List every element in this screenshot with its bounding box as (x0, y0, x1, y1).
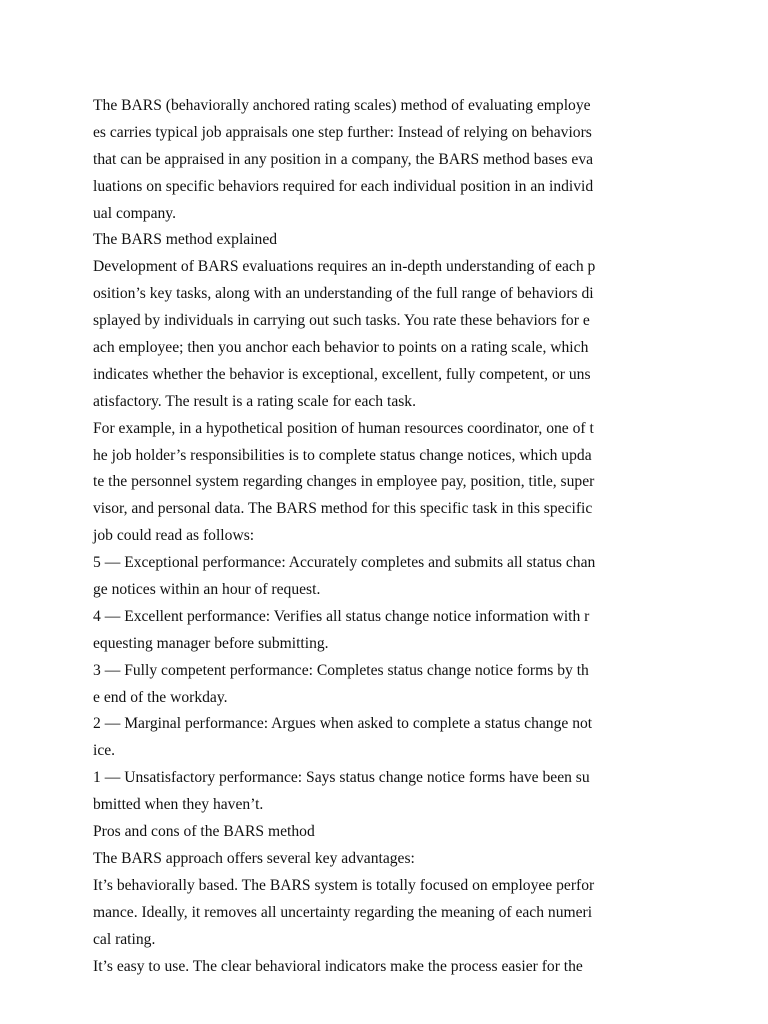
text-line: The BARS (behaviorally anchored rating scales) method of evaluating employe (93, 97, 591, 114)
text-line: bmitted when they haven’t. (93, 796, 264, 814)
text-line: ach employee; then you anchor each behavior to points on a rating scale, which (93, 339, 589, 357)
text-line: splayed by individuals in carrying out such tasks. You rate these behaviors for e (93, 312, 590, 330)
text-line: ice. (93, 742, 116, 760)
rating-item: 2 — Marginal performance: Argues when asked to complete a status change not (93, 715, 593, 733)
rating-item: 5 — Exceptional performance: Accurately completes and submits all status chan (93, 554, 596, 572)
text-line: Development of BARS evaluations requires an in-depth understanding of each p (93, 258, 596, 276)
text-line: cal rating. (93, 930, 156, 948)
text-line: ual company. (93, 204, 176, 222)
section-heading: The BARS method explained (93, 231, 278, 249)
text-line: job could read as follows: (93, 527, 255, 545)
text-line: luations on specific behaviors required for each individual position in an individ (93, 177, 594, 195)
text-line: e end of the workday. (93, 688, 228, 706)
text-line: atisfactory. The result is a rating scale for each task. (93, 392, 417, 410)
rating-item: 3 — Fully competent performance: Completes status change notice forms by th (93, 661, 589, 679)
text-line: mance. Ideally, it removes all uncertainty regarding the meaning of each numeri (93, 903, 593, 921)
text-line: For example, in a hypothetical position of human resources coordinator, one of t (93, 419, 594, 437)
document-body (93, 93, 683, 980)
text-line: osition’s key tasks, along with an understanding of the full range of behaviors di (93, 285, 594, 303)
text-line: es carries typical job appraisals one step further: Instead of relying on behaviors (93, 123, 592, 141)
rating-item: 4 — Excellent performance: Verifies all status change notice information with r (93, 607, 590, 625)
text-line: It’s easy to use. The clear behavioral indicators make the process easier for the (93, 957, 583, 975)
text-line: indicates whether the behavior is exceptional, excellent, fully competent, or uns (93, 365, 591, 383)
rating-item: 1 — Unsatisfactory performance: Says status change notice forms have been su (93, 769, 590, 787)
text-line: visor, and personal data. The BARS method for this specific task in this specific (93, 500, 593, 518)
text-line: The BARS approach offers several key advantages: (93, 849, 415, 867)
text-line: that can be appraised in any position in a company, the BARS method bases eva (93, 150, 594, 168)
text-line: It’s behaviorally based. The BARS system is totally focused on employee perfor (93, 876, 595, 894)
text-line: equesting manager before submitting. (93, 634, 329, 652)
section-heading: Pros and cons of the BARS method (93, 823, 315, 841)
text-line: he job holder’s responsibilities is to complete status change notices, which upda (93, 446, 592, 464)
text-line: te the personnel system regarding changes in employee pay, position, title, super (93, 473, 595, 491)
text-line: ge notices within an hour of request. (93, 581, 321, 599)
